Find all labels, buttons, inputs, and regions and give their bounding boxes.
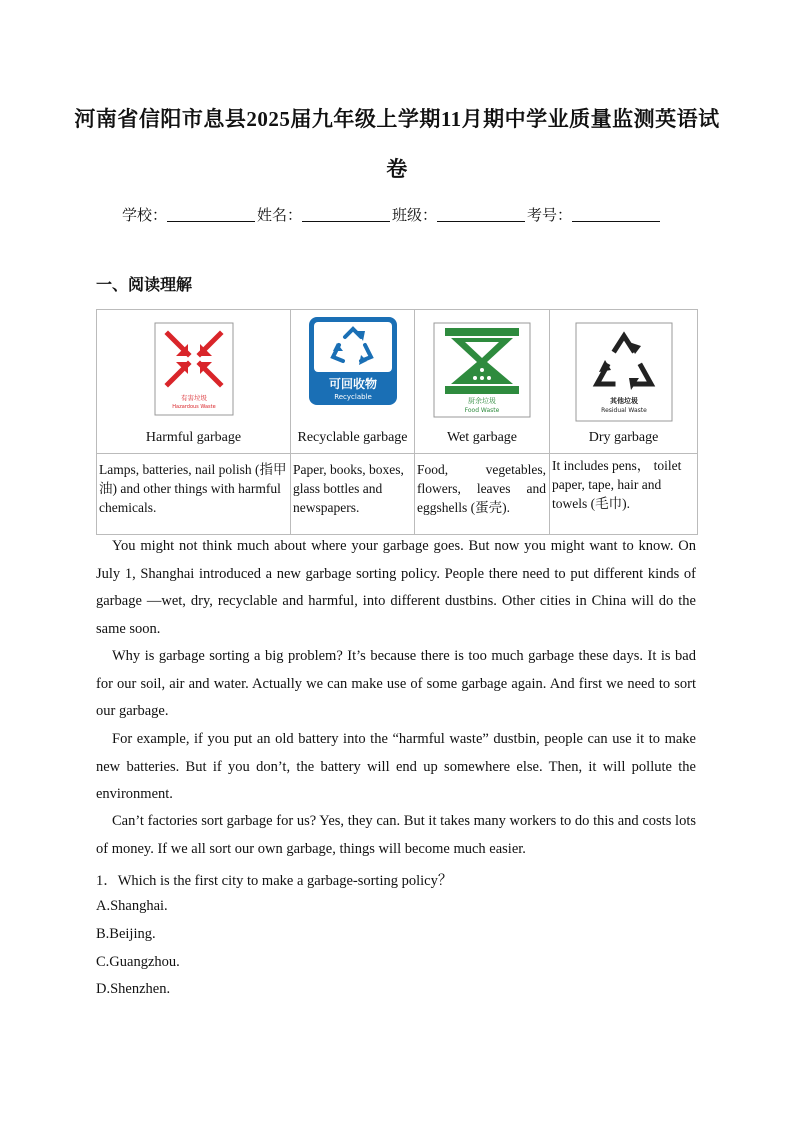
residual-waste-icon [575, 322, 673, 427]
harmful-label: Harmful garbage [145, 430, 242, 445]
dry-description: It includes pens， toilet paper, tape, hair and towels (毛巾). [550, 454, 698, 535]
svg-text:可回收物: 可回收物 [328, 377, 377, 391]
passage-paragraph-1: You might not think much about where your garbage goes. But now you might want to know. On July 1, Shanghai introduced a new garbage sorting policy. People there need to put different kinds of garbage —wet, dry, recyclable and harmful, into different dustbins. Other cities in China will do the same soon. [96, 538, 696, 637]
option-b[interactable]: B.Beijing. [96, 926, 156, 942]
school-blank[interactable] [167, 207, 255, 222]
recyclable-cell [291, 310, 415, 454]
svg-text:Recyclable: Recyclable [333, 393, 372, 401]
passage-paragraph-2: Why is garbage sorting a big problem? It’s because there is too much garbage these days. It is bad for our soil, air and water. Actually we can make use of some garbage again. And first we need to sort our garbage. [96, 648, 696, 719]
option-a[interactable]: A.Shanghai. [96, 898, 168, 914]
question-1: 1．Which is the first city to make a garbage-sorting policy？ [96, 873, 453, 889]
dry-label: Dry garbage [588, 430, 659, 445]
svg-text:有害垃圾: 有害垃圾 [180, 394, 207, 402]
recyclable-icon [307, 315, 399, 412]
food-waste-icon [433, 322, 531, 423]
garbage-table [96, 309, 698, 535]
passage-paragraph-4: Can’t factories sort garbage for us? Yes, they can. But it takes many workers to do this and costs lots of money. If we all sort our own garbage, things will become much easier. [96, 813, 696, 857]
harmful-cell [97, 310, 291, 454]
school-label: 学校： [122, 208, 168, 224]
harmful-description: Lamps, batteries, nail polish (指甲油) and other things with harmful chemicals. [97, 454, 291, 535]
number-blank[interactable] [572, 207, 660, 222]
svg-text:Residual Waste: Residual Waste [600, 407, 647, 414]
svg-text:Hazardous Waste: Hazardous Waste [171, 404, 216, 410]
exam-title: 河南省信阳市息县2025届九年级上学期11月期中学业质量监测英语试 [74, 107, 720, 131]
name-blank[interactable] [302, 207, 390, 222]
dry-cell [550, 310, 698, 454]
svg-text:其他垃圾: 其他垃圾 [609, 397, 638, 405]
class-blank[interactable] [437, 207, 525, 222]
hazardous-waste-icon [154, 322, 234, 421]
class-label: 班级： [392, 208, 438, 224]
number-label: 考号： [527, 208, 573, 224]
name-label: 姓名： [257, 208, 303, 224]
exam-title-continued: 卷 [386, 157, 408, 181]
option-c[interactable]: C.Guangzhou. [96, 954, 180, 970]
svg-text:厨余垃圾: 厨余垃圾 [468, 397, 496, 405]
passage-paragraph-3: For example, if you put an old battery into the “harmful waste” dustbin, people can use it to make new batteries. But if you don’t, the battery will end up somewhere else. Then, it will pollute the environment. [96, 731, 696, 802]
wet-description: Food, vegetables, flowers, leaves and eggshells (蛋壳). [415, 454, 550, 535]
option-d[interactable]: D.Shenzhen. [96, 981, 171, 997]
recyclable-label: Recyclable garbage [297, 430, 408, 445]
wet-cell [415, 310, 550, 454]
wet-label: Wet garbage [447, 430, 517, 445]
section-heading: 一、阅读理解 [96, 277, 193, 294]
svg-text:Food Waste: Food Waste [464, 407, 500, 414]
recyclable-description: Paper, books, boxes, glass bottles and newspapers. [291, 454, 415, 535]
student-info-line [122, 204, 662, 225]
